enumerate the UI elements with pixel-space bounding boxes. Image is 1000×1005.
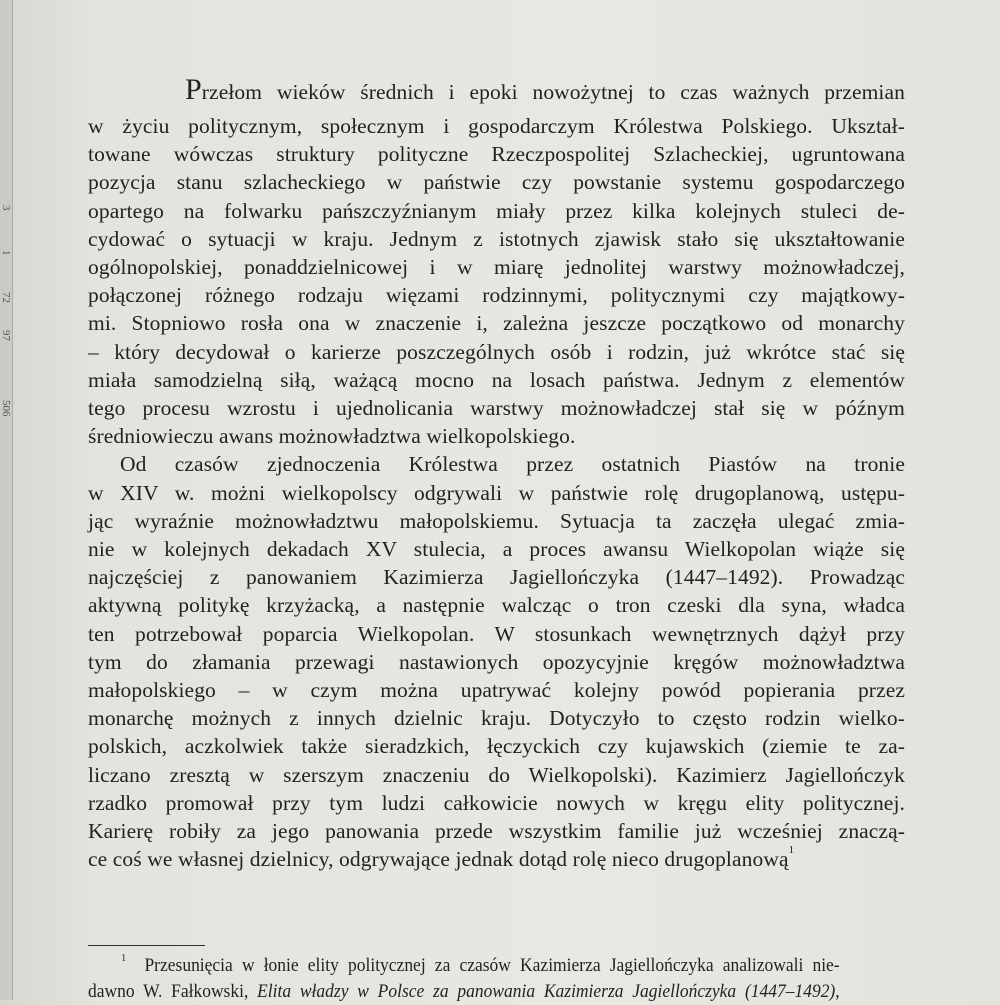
- text-line: Przełom wieków średnich i epoki nowożytnej to czas ważnych przemian: [185, 73, 905, 106]
- text-line: opartego na folwarku pańszczyźnianym miały przez kilka kolejnych stuleci de-: [88, 198, 905, 223]
- text-line: średniowieczu awans możnowładztwa wielkopolskiego.: [88, 424, 576, 449]
- text-line: ten potrzebował poparcia Wielkopolan. W stosunkach wewnętrznych dążył przy: [88, 621, 905, 646]
- text-line: pozycja stanu szlacheckiego w państwie czy powstanie systemu gospodarczego: [88, 170, 905, 195]
- drop-cap: P: [185, 73, 202, 106]
- margin-fragment: 506: [0, 400, 12, 417]
- text-line: miała samodzielną siłą, ważącą mocno na losach państwa. Jednym z elementów: [88, 367, 905, 392]
- text-line: monarchę możnych z innych dzielnic kraju. Dotyczyło to często rodzin wielko-: [88, 706, 905, 731]
- footnote-text: ,: [835, 981, 840, 1002]
- text-line: rzadko promował przy tym ludzi całkowicie nowych w kręgu elity politycznej.: [88, 790, 905, 815]
- text-line: towane wówczas struktury polityczne Rzeczpospolitej Szlacheckiej, ugruntowana: [88, 142, 905, 167]
- text-line: ogólnopolskiej, ponaddzielnicowej i w miarę jednolitej warstwy możnowładczej,: [88, 255, 905, 279]
- text-line: – który decydował o karierze poszczególnych osób i rodzin, już wkrótce stać się: [88, 339, 905, 364]
- text-line: aktywną politykę krzyżacką, a następnie walcząc o tron czeski dla syna, władca: [88, 593, 905, 618]
- text-line: ce coś we własnej dzielnicy, odgrywające jednak dotąd rolę nieco drugoplanową$^1$: [88, 844, 795, 872]
- text-line: tego procesu wzrostu i ujednolicania warstwy możnowładczej stał się w późnym: [88, 396, 905, 420]
- text-line: w XIV w. możni wielkopolscy odgrywali w państwie rolę drugoplanową, ustępu-: [88, 480, 905, 505]
- text-line: Od czasów zjednoczenia Królestwa przez ostatnich Piastów na tronie: [120, 452, 905, 477]
- footnote-text: dawno W. Fałkowski,: [88, 981, 258, 1002]
- footnote-ref: 1: [788, 844, 795, 857]
- previous-page-edge: [0, 0, 13, 1000]
- footnote-rule: [88, 945, 205, 946]
- text-line: liczano zresztą w szerszym znaczeniu do Wielkopolski). Kazimierz Jagiellończyk: [88, 762, 905, 787]
- footnote-number: 1: [121, 952, 127, 964]
- text-line: tym do złamania przewagi nastawionych opozycyjnie kręgów możnowładztwa: [88, 649, 905, 674]
- text-line: mi. Stopniowo rosła ona w znaczenie i, zależna jeszcze początkowo od monarchy: [88, 311, 905, 336]
- margin-fragment: 1: [0, 250, 12, 256]
- text-line: cydować o sytuacji w kraju. Jednym z istotnych zjawisk stało się ukształtowanie: [88, 226, 905, 251]
- text-line: Karierę robiły za jego panowania przede wszystkim familie już wcześniej znaczą-: [88, 819, 905, 843]
- text-line: nie w kolejnych dekadach XV stulecia, a proces awansu Wielkopolan wiąże się: [88, 537, 905, 561]
- footnote-line: [88, 953, 840, 979]
- margin-fragment: 3: [0, 205, 12, 211]
- text-line: jąc wyraźnie możnowładztwu małopolskiemu. Sytuacja ta zaczęła ulegać zmia-: [88, 508, 905, 533]
- footnote-text: Przesunięcia w łonie elity politycznej za czasów Kazimierza Jagiellończyka analizowali nie-: [144, 955, 840, 976]
- margin-fragment: 97: [0, 330, 12, 341]
- text-line: polskich, aczkolwiek także sieradzkich, łęczyckich czy kujawskich (ziemie te za-: [88, 734, 905, 759]
- footnote-title: Elita władzy w Polsce za panowania Kazimierza Jagiellończyka (1447–1492): [257, 981, 836, 1002]
- text-line: małopolskiego – w czym można upatrywać kolejny powód popierania przez: [88, 678, 905, 702]
- margin-fragment: 72: [0, 292, 12, 303]
- text-line: w życiu politycznym, społecznym i gospodarczym Królestwa Polskiego. Ukształ-: [88, 114, 905, 138]
- text-line: połączonej różnego rodzaju więzami rodzinnymi, politycznymi czy majątkowy-: [88, 283, 905, 308]
- footnote-line: [88, 979, 840, 1005]
- text-line: najczęściej z panowaniem Kazimierza Jagiellończyka (1447–1492). Prowadząc: [88, 565, 905, 590]
